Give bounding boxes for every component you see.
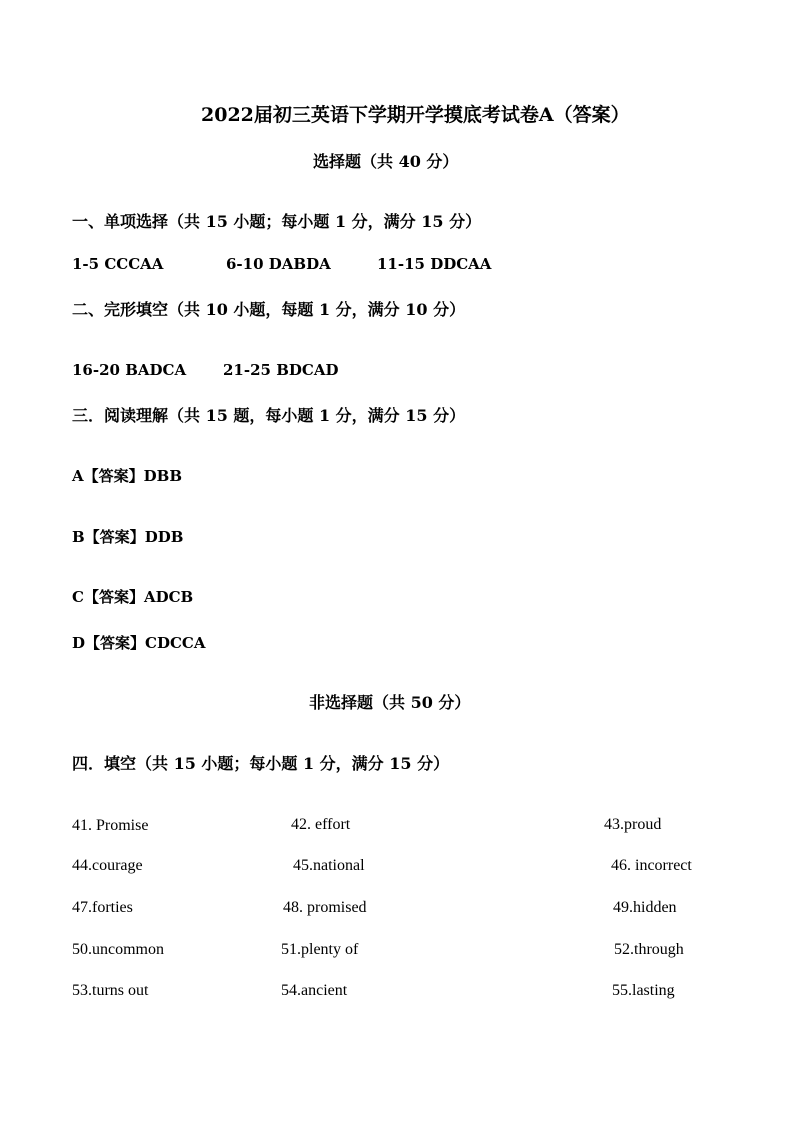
reading-answer-value: DBB bbox=[143, 467, 183, 485]
section-heading-reading: 三．阅读理解（共 15 题，每小题 1 分，满分 15 分） bbox=[72, 406, 466, 425]
fill-answer-43: 43.proud bbox=[604, 816, 662, 833]
fill-answer-46: 46. incorrect bbox=[611, 857, 692, 874]
fill-answer-52: 52.through bbox=[614, 941, 684, 958]
fill-answer-49: 49.hidden bbox=[613, 899, 677, 916]
fill-answer-47: 47.forties bbox=[72, 899, 133, 916]
page-title: 2022届初三英语下学期开学摸底考试卷A（答案） bbox=[201, 104, 630, 126]
fill-answer-42: 42. effort bbox=[291, 816, 351, 833]
fill-answer-45: 45.national bbox=[293, 857, 365, 874]
answer-group-21-25: 21-25 BDCAD bbox=[223, 361, 339, 379]
fill-answer-53: 53.turns out bbox=[72, 982, 149, 999]
fill-answer-41: 41. Promise bbox=[72, 817, 149, 834]
part-heading-non-choice: 非选择题（共 50 分） bbox=[309, 693, 471, 712]
reading-answer-value: CDCCA bbox=[145, 634, 206, 652]
reading-answer-prefix: B【答案】 bbox=[72, 528, 145, 546]
reading-answer-c bbox=[72, 590, 193, 605]
reading-answer-b bbox=[72, 530, 183, 545]
fill-answer-51: 51.plenty of bbox=[281, 941, 359, 958]
answer-group-16-20: 16-20 BADCA bbox=[72, 361, 187, 379]
section-heading-single-choice: 一、单项选择（共 15 小题；每小题 1 分，满分 15 分） bbox=[72, 212, 482, 231]
section-heading-cloze: 二、完形填空（共 10 小题，每题 1 分，满分 10 分） bbox=[72, 300, 466, 319]
fill-answer-44: 44.courage bbox=[72, 857, 143, 874]
fill-answer-50: 50.uncommon bbox=[72, 941, 164, 958]
answer-group-11-15: 11-15 DDCAA bbox=[377, 255, 492, 273]
fill-answer-54: 54.ancient bbox=[281, 982, 348, 999]
answer-group-1-5: 1-5 CCCAA bbox=[72, 255, 164, 273]
reading-answer-d bbox=[72, 636, 205, 651]
reading-answer-value: DDB bbox=[144, 528, 184, 546]
reading-answer-a bbox=[72, 469, 182, 484]
reading-answer-value: ADCB bbox=[143, 588, 194, 606]
reading-answer-prefix: C【答案】 bbox=[72, 588, 144, 606]
fill-answer-55: 55.lasting bbox=[612, 982, 675, 999]
section-heading-fill-blank: 四．填空（共 15 小题；每小题 1 分，满分 15 分） bbox=[72, 754, 450, 773]
part-heading-choice: 选择题（共 40 分） bbox=[313, 152, 459, 171]
answer-group-6-10: 6-10 DABDA bbox=[226, 255, 331, 273]
reading-answer-prefix: D【答案】 bbox=[72, 634, 146, 652]
reading-answer-prefix: A【答案】 bbox=[72, 467, 144, 485]
fill-answer-48: 48. promised bbox=[283, 899, 367, 916]
